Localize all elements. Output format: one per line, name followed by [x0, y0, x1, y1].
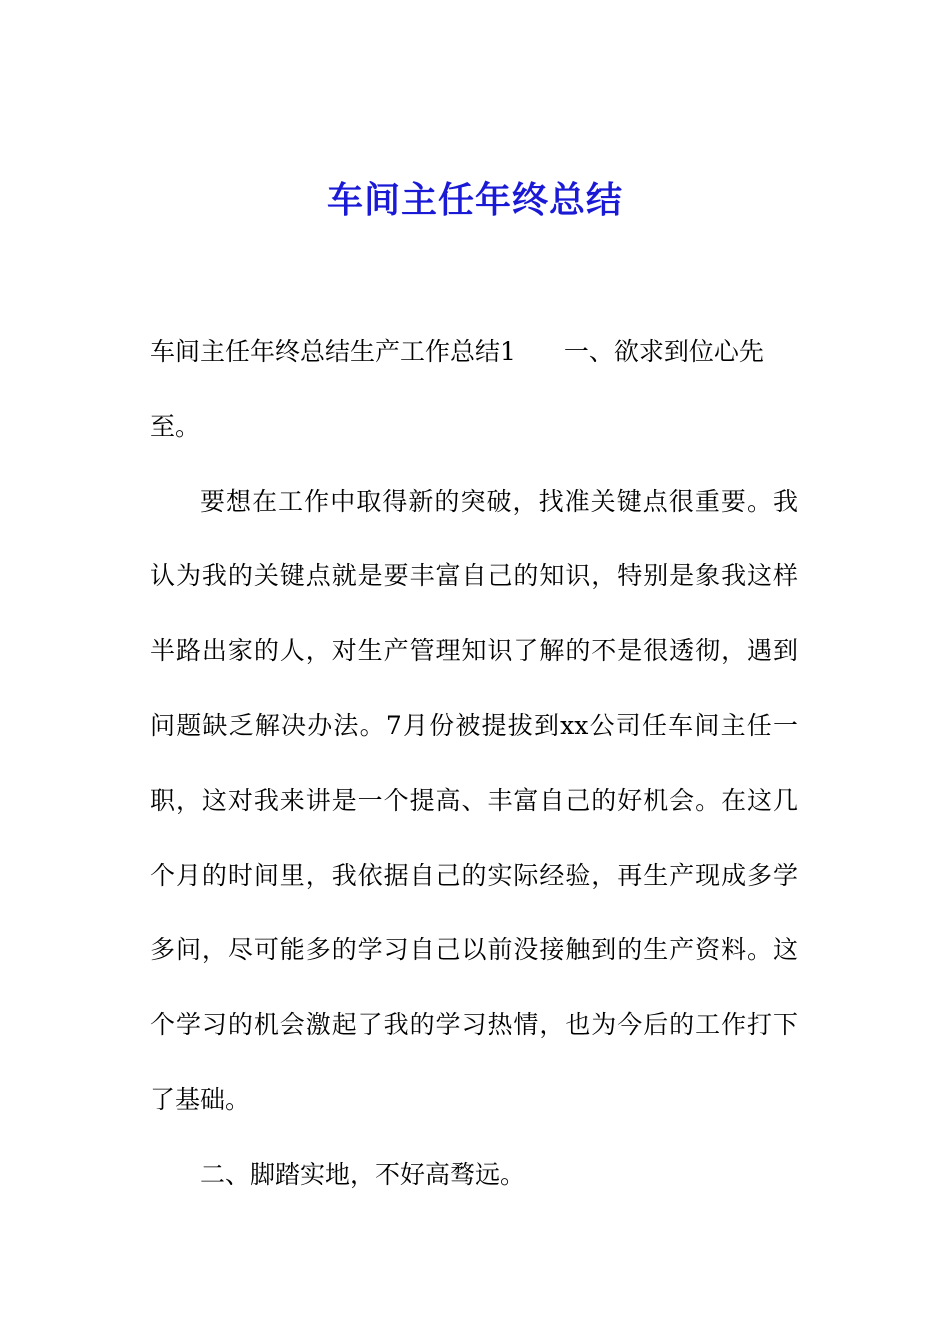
paragraph-3: 二、脚踏实地，不好高骛远。 [200, 1159, 526, 1189]
paragraph-2-line-3: 半路出家的人，对生产管理知识了解的不是很透彻，遇到 [150, 636, 798, 666]
paragraph-2-line-5: 职，这对我来讲是一个提高、丰富自己的好机会。在这几 [150, 785, 798, 815]
paragraph-2-line-9: 了基础。 [150, 1084, 251, 1114]
paragraph-2-line-6: 个月的时间里，我依据自己的实际经验，再生产现成多学 [150, 860, 798, 890]
document-body [150, 322, 798, 1220]
paragraph-2-line-4: 问题缺乏解决办法。7月份被提拔到xx公司任车间主任一 [150, 710, 798, 740]
paragraph-1-line-1 [150, 322, 798, 397]
paragraph-1-section-heading: 一、欲求到位心先 [563, 337, 764, 366]
paragraph-1-line-2: 至。 [150, 411, 201, 441]
paragraph-1-heading: 车间主任年终总结生产工作总结1 [150, 337, 516, 366]
document-title: 车间主任年终总结 [326, 179, 623, 221]
paragraph-2-line-1: 要想在工作中取得新的突破，找准关键点很重要。我 [200, 486, 798, 516]
paragraph-2-line-7: 多问，尽可能多的学习自己以前没接触到的生产资料。这 [150, 935, 798, 965]
paragraph-2-line-8: 个学习的机会激起了我的学习热情，也为今后的工作打下 [150, 1010, 798, 1040]
paragraph-2-line-2: 认为我的关键点就是要丰富自己的知识，特别是象我这样 [150, 561, 798, 591]
